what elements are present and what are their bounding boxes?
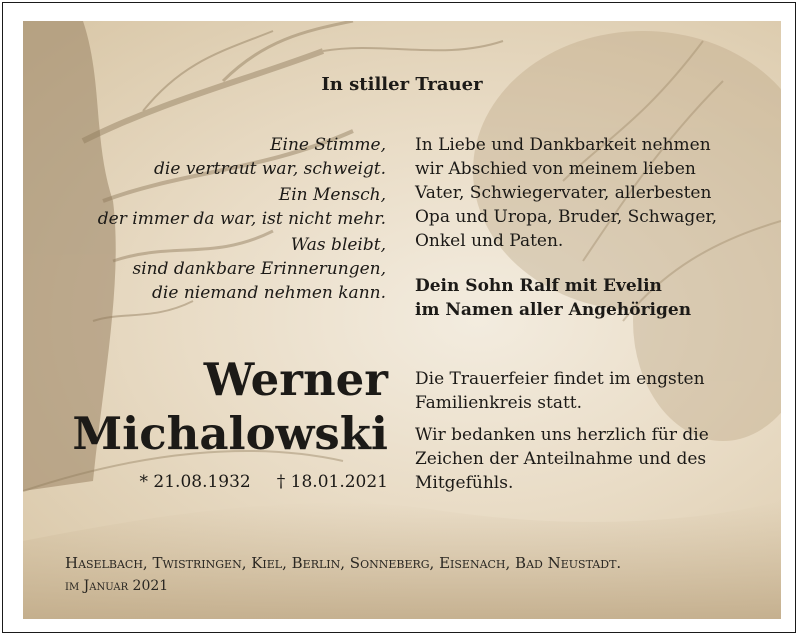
text-line: Onkel und Paten. [415, 231, 564, 251]
notice-frame [2, 2, 796, 633]
thanks-text [415, 423, 765, 495]
birth-date: * 21.08.1932 [139, 472, 251, 492]
date-line: im Januar 2021 [65, 578, 169, 594]
text-line: In Liebe und Dankbarkeit nehmen [415, 135, 711, 155]
places-line: Haselbach, Twistringen, Kiel, Berlin, Sonneberg, Eisenach, Bad Neustadt. [65, 554, 622, 572]
text-line: Zeichen der Anteilnahme und des [415, 449, 707, 469]
poem-line: Ein Mensch, [278, 185, 386, 205]
poem-line: Eine Stimme, [270, 135, 386, 155]
mourners-signature [415, 274, 765, 322]
poem-line: die vertraut war, schweigt. [154, 159, 386, 179]
text-line: Wir bedanken uns herzlich für die [415, 425, 709, 445]
text-line: Die Trauerfeier findet im engsten [415, 369, 705, 389]
poem-stanza [66, 183, 386, 231]
poem-line: der immer da war, ist nicht mehr. [97, 209, 386, 229]
poem-stanza [66, 133, 386, 181]
obituary-card [23, 21, 781, 619]
heading-in-stiller-trauer: In stiller Trauer [321, 74, 483, 95]
text-line: Mitgefühls. [415, 473, 514, 493]
deceased-last-name: Michalowski [72, 407, 388, 460]
deceased-first-name: Werner [203, 353, 388, 406]
poem-line: Was bleibt, [290, 235, 386, 255]
poem-stanza [66, 233, 386, 305]
life-dates [88, 472, 388, 492]
text-line: Vater, Schwiegervater, allerbesten [415, 183, 712, 203]
text-line: Familienkreis statt. [415, 393, 583, 413]
poem-line: sind dankbare Erinnerungen, [132, 259, 386, 279]
death-date: † 18.01.2021 [276, 472, 388, 492]
funeral-info [415, 367, 765, 415]
text-line: im Namen aller Angehörigen [415, 300, 692, 320]
poem [66, 133, 386, 307]
farewell-text [415, 133, 765, 253]
text-line: Dein Sohn Ralf mit Evelin [415, 276, 662, 296]
text-line: wir Abschied von meinem lieben [415, 159, 696, 179]
poem-line: die niemand nehmen kann. [152, 283, 386, 303]
text-line: Opa und Uropa, Bruder, Schwager, [415, 207, 718, 227]
